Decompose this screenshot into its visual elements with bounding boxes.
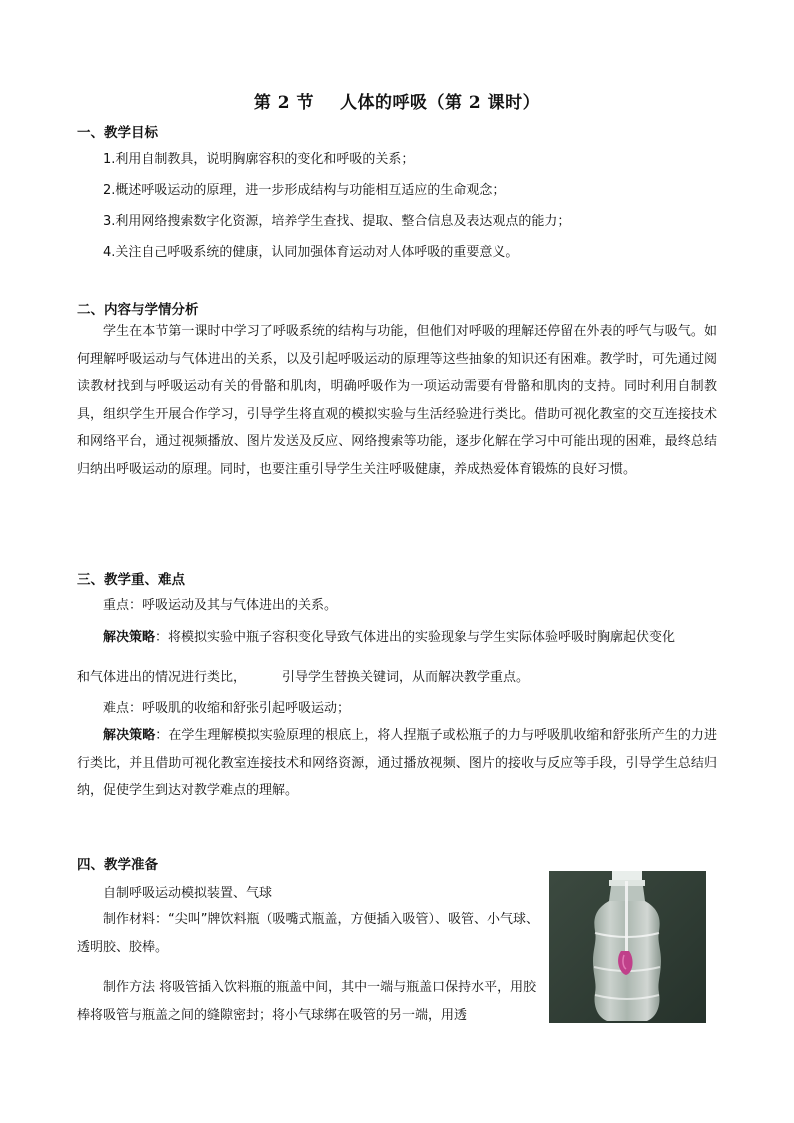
objective-item-4: 4.关注自己呼吸系统的健康，认同加强体育运动对人体呼吸的重要意义。	[103, 245, 519, 260]
strategy-1-text: ：将模拟实验中瓶子容积变化导致气体进出的实验现象与学生实际体验呼吸时胸廓起伏变化	[155, 630, 676, 645]
strategy-1-label: 解决策略	[103, 630, 156, 645]
strategy-2-label: 解决策略	[103, 728, 156, 743]
strategy-1-text-b: 引导学生替换关键词，从而解决教学重点。	[282, 670, 530, 685]
method-paragraph: 制作方法 将吸管插入饮料瓶的瓶盖中间，其中一端与瓶盖口保持水平，用胶棒将吸管与瓶盖之间的缝隙密封；将小气球绑在吸管的另一端，用透	[77, 980, 537, 1023]
strategy-2-text: ：在学生理解模拟实验原理的根底上，将人捏瓶子或松瓶子的力与呼吸肌收缩和舒张所产生的力进行类比，并且借助可视化教室连接技术和网络资源，通过播放视频、图片的接收与反应等手段，引导学生总结归纳，促使学生到达对教学难点的理解。	[77, 728, 717, 798]
section-heading-preparation: 四、教学准备	[77, 857, 158, 873]
section-heading-key-points: 三、教学重、难点	[77, 572, 185, 588]
preparation-items: 自制呼吸运动模拟装置、气球	[103, 886, 273, 901]
objective-item-1: 1.利用自制教具，说明胸廓容积的变化和呼吸的关系；	[103, 152, 415, 167]
section-heading-analysis: 二、内容与学情分析	[77, 302, 199, 318]
materials-paragraph: 制作材料：“尖叫”牌饮料瓶（吸嘴式瓶盖，方便插入吸管）、吸管、小气球、透明胶、胶棒。	[77, 912, 539, 955]
page-title	[0, 88, 794, 113]
bottle-model-photo	[549, 871, 706, 1023]
title-topic: 人体的呼吸（第 2 课时）	[340, 93, 541, 113]
section-heading-objectives: 一、教学目标	[77, 125, 158, 141]
analysis-paragraph: 学生在本节第一课时中学习了呼吸系统的结构与功能，但他们对呼吸的理解还停留在外表的呼气与吸气。如何理解呼吸运动与气体进出的关系，以及引起呼吸运动的原理等这些抽象的知识还有困难。教学时，可先通过阅读教材找到与呼吸运动有关的骨骼和肌肉，明确呼吸作为一项运动需要有骨骼和肌肉的支持。同时利用自制教具，组织学生开展合作学习，引导学生将直观的模拟实验与生活经验进行类比。借助可视化教室的交互连接技术和网络平台，通过视频播放、图片发送及反应、网络搜索等功能，逐步化解在学习中可能出现的困难，最终总结归纳出呼吸运动的原理。同时，也要注重引导学生关注呼吸健康，养成热爱体育锻炼的良好习惯。	[77, 324, 717, 477]
objective-item-2: 2.概述呼吸运动的原理，进一步形成结构与功能相互适应的生命观念；	[103, 183, 506, 198]
strategy-2-paragraph	[77, 722, 717, 805]
strategy-1-second-line	[77, 666, 529, 685]
key-point-text: 重点：呼吸运动及其与气体进出的关系。	[103, 598, 338, 613]
title-section-number: 第 2 节	[253, 93, 314, 113]
plastic-bottle-icon	[549, 871, 706, 1023]
strategy-1-first-line	[103, 626, 675, 645]
strategy-1-text-a: 和气体进出的情况进行类比，	[77, 670, 247, 685]
difficult-point-text: 难点：呼吸肌的收缩和舒张引起呼吸运动；	[103, 701, 351, 716]
objective-item-3: 3.利用网络搜索数字化资源，培养学生查找、提取、整合信息及表达观点的能力；	[103, 214, 571, 229]
